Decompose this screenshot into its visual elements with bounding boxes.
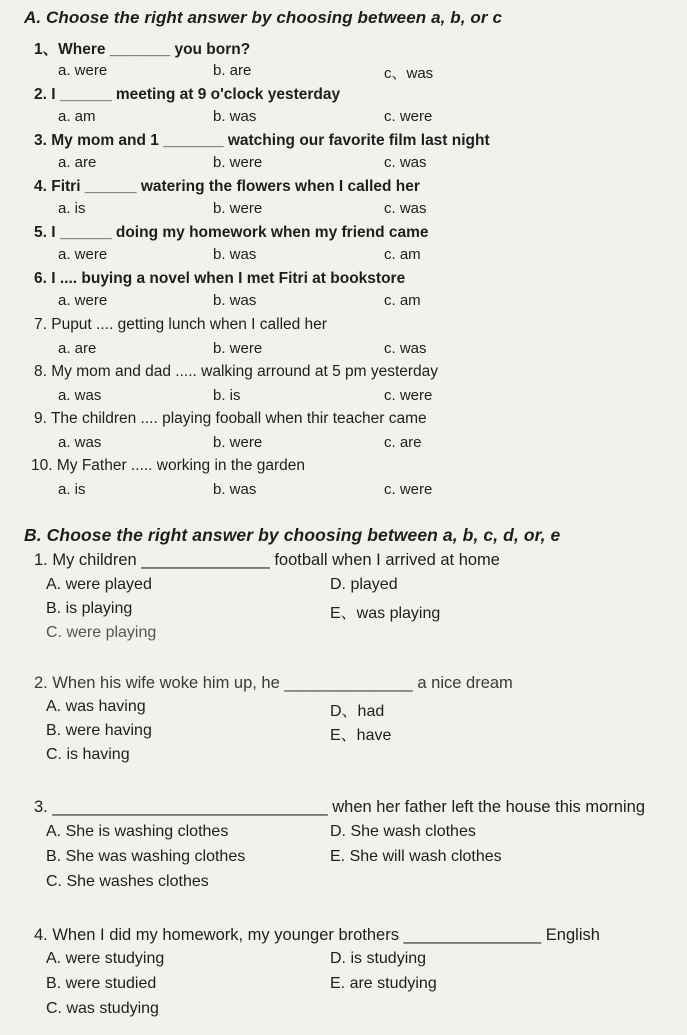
- option-b1-d: D. played: [330, 576, 398, 593]
- question-a3: 3. My mom and 1 _______ watching our favorite film last night: [34, 132, 490, 149]
- option-b2-a: A. was having: [46, 698, 146, 715]
- option-b2-d: D、had: [330, 703, 385, 720]
- option-a10-a: a. is: [58, 481, 86, 498]
- option-a7-c: c. was: [384, 340, 427, 357]
- option-a9-c: c. are: [384, 434, 422, 451]
- section-a-title: A. Choose the right answer by choosing between a, b, or c: [24, 8, 502, 27]
- option-a2-c: c. were: [384, 108, 433, 125]
- option-a1-c: c、was: [384, 65, 434, 82]
- option-a6-c: c. am: [384, 292, 421, 309]
- option-a5-b: b. was: [213, 246, 257, 263]
- option-a10-c: c. were: [384, 481, 433, 498]
- option-a8-b: b. is: [213, 387, 241, 404]
- option-a10-b: b. was: [213, 481, 257, 498]
- option-b4-d: D. is studying: [330, 950, 427, 967]
- question-b1: 1. My children ______________ football when I arrived at home: [34, 551, 500, 569]
- option-a3-b: b. were: [213, 154, 263, 171]
- option-a9-a: a. was: [58, 434, 102, 451]
- option-b1-e: E、was playing: [330, 605, 441, 622]
- question-b4: 4. When I did my homework, my younger brothers _______________ English: [34, 926, 600, 944]
- option-b3-c: C. She washes clothes: [46, 873, 209, 890]
- question-a5: 5. I ______ doing my homework when my friend came: [34, 224, 429, 241]
- question-b2: 2. When his wife woke him up, he ______________ a nice dream: [34, 674, 513, 692]
- question-a4: 4. Fitri ______ watering the flowers when I called her: [34, 178, 420, 195]
- option-a7-b: b. were: [213, 340, 263, 357]
- option-b3-e: E. She will wash clothes: [330, 848, 502, 865]
- option-b3-b: B. She was washing clothes: [46, 848, 246, 865]
- option-b4-a: A. were studying: [46, 950, 165, 967]
- option-a6-b: b. was: [213, 292, 257, 309]
- option-a6-a: a. were: [58, 292, 108, 309]
- question-a10: 10. My Father ..... working in the garden: [31, 457, 305, 474]
- option-b2-b: B. were having: [46, 722, 152, 739]
- question-a8: 8. My mom and dad ..... walking arround at 5 pm yesterday: [34, 363, 439, 380]
- question-a1: 1、Where _______ you born?: [34, 41, 251, 58]
- option-a9-b: b. were: [213, 434, 263, 451]
- option-b4-b: B. were studied: [46, 975, 157, 992]
- question-a2: 2. I ______ meeting at 9 o'clock yesterday: [34, 86, 341, 103]
- option-a2-b: b. was: [213, 108, 257, 125]
- option-a5-c: c. am: [384, 246, 421, 263]
- option-b3-d: D. She wash clothes: [330, 823, 476, 840]
- question-b3: 3. ______________________________ when her father left the house this morning: [34, 798, 645, 816]
- option-b3-a: A. She is washing clothes: [46, 823, 229, 840]
- option-b4-e: E. are studying: [330, 975, 437, 992]
- option-a5-a: a. were: [58, 246, 108, 263]
- option-a4-b: b. were: [213, 200, 263, 217]
- option-a7-a: a. are: [58, 340, 97, 357]
- option-b2-c: C. is having: [46, 746, 130, 763]
- option-a3-a: a. are: [58, 154, 97, 171]
- option-b2-e: E、have: [330, 727, 392, 744]
- question-a9: 9. The children .... playing fooball when thir teacher came: [34, 410, 427, 427]
- option-a2-a: a. am: [58, 108, 96, 125]
- option-a4-c: c. was: [384, 200, 427, 217]
- question-a6: 6. I .... buying a novel when I met Fitri at bookstore: [34, 270, 406, 287]
- option-b1-a: A. were played: [46, 576, 152, 593]
- option-a4-a: a. is: [58, 200, 86, 217]
- option-a1-a: a. were: [58, 62, 108, 79]
- option-b4-c: C. was studying: [46, 1000, 159, 1017]
- question-a7: 7. Puput .... getting lunch when I called her: [34, 316, 327, 333]
- option-b1-b: B. is playing: [46, 600, 133, 617]
- option-a1-b: b. are: [213, 62, 252, 79]
- option-a8-c: c. were: [384, 387, 433, 404]
- section-b-title: B. Choose the right answer by choosing between a, b, c, d, or, e: [24, 525, 561, 545]
- option-a8-a: a. was: [58, 387, 102, 404]
- option-b1-c: C. were playing: [46, 624, 157, 641]
- option-a3-c: c. was: [384, 154, 427, 171]
